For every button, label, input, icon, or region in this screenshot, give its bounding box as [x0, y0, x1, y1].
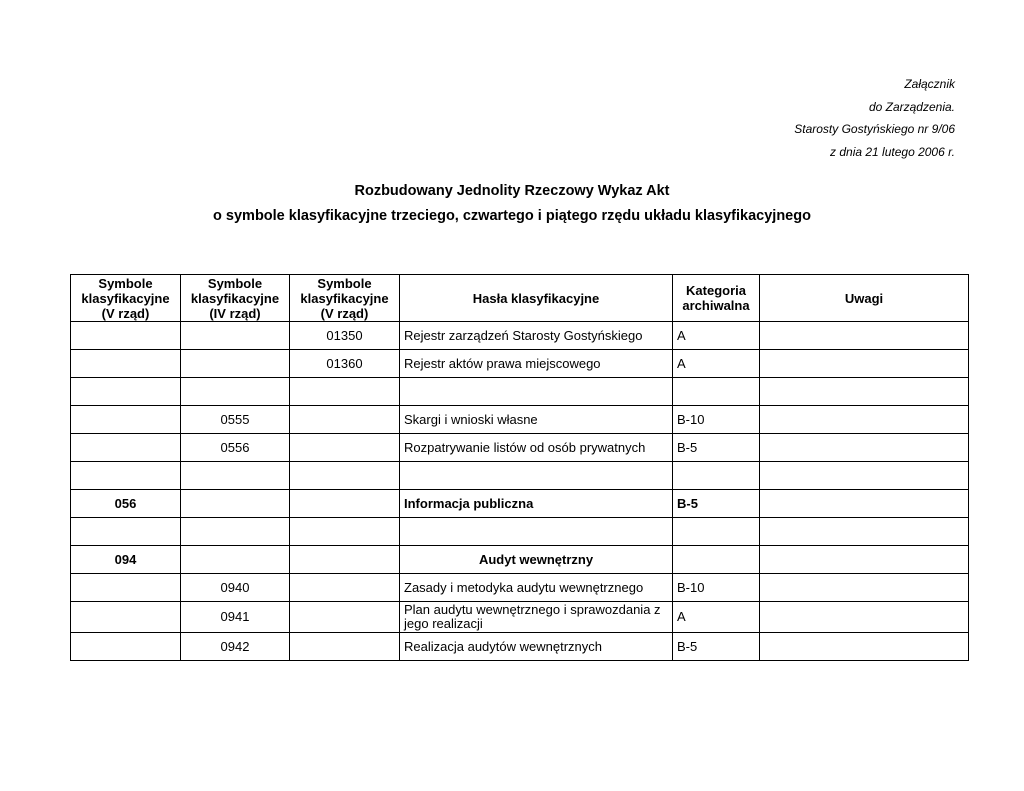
cell-symbol-iv: 0555	[181, 406, 290, 434]
cell-entry: Audyt wewnętrzny	[400, 546, 673, 574]
cell-category	[673, 378, 760, 406]
cell-symbol-iv	[181, 490, 290, 518]
cell-symbol-v-right	[290, 490, 400, 518]
cell-symbol-v-right	[290, 602, 400, 633]
cell-symbol-v-right	[290, 462, 400, 490]
cell-category	[673, 546, 760, 574]
cell-remarks	[760, 546, 969, 574]
document-title: Rozbudowany Jednolity Rzeczowy Wykaz Akt	[354, 183, 670, 199]
table-row	[71, 518, 969, 546]
cell-symbol-iv: 0940	[181, 574, 290, 602]
cell-symbol-v-left	[71, 378, 181, 406]
table-row	[71, 378, 969, 406]
table-row	[71, 490, 969, 518]
cell-category: A	[673, 350, 760, 378]
table-row	[71, 633, 969, 661]
header-symbols-iv	[181, 275, 290, 322]
header-remarks: Uwagi	[760, 275, 969, 322]
cell-entry: Skargi i wnioski własne	[400, 406, 673, 434]
cell-entry	[400, 378, 673, 406]
cell-symbol-v-right	[290, 633, 400, 661]
cell-symbol-v-right: 01350	[290, 322, 400, 350]
cell-symbol-iv: 0941	[181, 602, 290, 633]
cell-remarks	[760, 490, 969, 518]
cell-category	[673, 462, 760, 490]
header-col2-line3: (IV rząd)	[209, 305, 261, 321]
cell-symbol-iv	[181, 546, 290, 574]
table-row	[71, 350, 969, 378]
cell-remarks	[760, 434, 969, 462]
header-col3-line1: Symbole	[317, 275, 372, 291]
header-symbols-v-left	[71, 275, 181, 322]
cell-category: B-10	[673, 574, 760, 602]
cell-symbol-v-left	[71, 518, 181, 546]
cell-symbol-v-right	[290, 378, 400, 406]
cell-remarks	[760, 406, 969, 434]
cell-symbol-iv	[181, 350, 290, 378]
header-col5-line2: archiwalna	[682, 298, 750, 313]
annex-line-3: Starosty Gostyńskiego nr 9/06	[794, 122, 955, 136]
cell-symbol-v-left	[71, 602, 181, 633]
annex-line-2: do Zarządzenia.	[868, 99, 955, 114]
cell-symbol-v-left	[71, 574, 181, 602]
cell-entry: Informacja publiczna	[400, 490, 673, 518]
cell-symbol-v-left	[71, 406, 181, 434]
cell-category: B-10	[673, 406, 760, 434]
header-col1-line2: klasyfikacyjne	[81, 290, 170, 306]
cell-remarks	[760, 462, 969, 490]
cell-symbol-iv	[181, 518, 290, 546]
cell-remarks	[760, 633, 969, 661]
table-row	[71, 434, 969, 462]
cell-symbol-v-left: 094	[71, 546, 181, 574]
cell-remarks	[760, 322, 969, 350]
cell-entry: Rejestr zarządzeń Starosty Gostyńskiego	[400, 322, 673, 350]
header-col5-line1: Kategoria	[686, 283, 746, 298]
cell-symbol-iv	[181, 462, 290, 490]
cell-symbol-v-left	[71, 434, 181, 462]
cell-category: A	[673, 322, 760, 350]
cell-category	[673, 518, 760, 546]
cell-entry: Realizacja audytów wewnętrznych	[400, 633, 673, 661]
cell-symbol-v-right	[290, 574, 400, 602]
header-col1-line1: Symbole	[98, 275, 153, 291]
cell-symbol-v-right	[290, 546, 400, 574]
table-header-row	[71, 275, 969, 322]
table-row	[71, 462, 969, 490]
document-subtitle: o symbole klasyfikacyjne trzeciego, czwartego i piątego rzędu układu klasyfikacyjnego	[213, 208, 811, 224]
header-symbols-v-right	[290, 275, 400, 322]
cell-entry	[400, 518, 673, 546]
cell-entry: Zasady i metodyka audytu wewnętrznego	[400, 574, 673, 602]
classification-table	[70, 274, 969, 661]
cell-symbol-iv	[181, 322, 290, 350]
cell-symbol-v-left	[71, 633, 181, 661]
cell-entry: Plan audytu wewnętrznego i sprawozdania z jego realizacji	[400, 602, 673, 633]
table-row	[71, 322, 969, 350]
cell-category: B-5	[673, 633, 760, 661]
cell-symbol-v-left	[71, 322, 181, 350]
cell-category: A	[673, 602, 760, 633]
cell-symbol-iv	[181, 378, 290, 406]
header-col2-line1: Symbole	[207, 275, 263, 291]
cell-remarks	[760, 378, 969, 406]
cell-remarks	[760, 350, 969, 378]
cell-symbol-v-right: 01360	[290, 350, 400, 378]
cell-remarks	[760, 602, 969, 633]
cell-symbol-iv: 0556	[181, 434, 290, 462]
header-col3-line2: klasyfikacyjne	[300, 290, 389, 306]
annex-line-1: Załącznik	[904, 77, 955, 91]
header-archival-category	[673, 275, 760, 322]
cell-entry: Rozpatrywanie listów od osób prywatnych	[400, 434, 673, 462]
cell-symbol-v-left: 056	[71, 490, 181, 518]
table-row	[71, 602, 969, 633]
cell-symbol-iv: 0942	[181, 633, 290, 661]
cell-entry	[400, 462, 673, 490]
header-col1-line3: (V rząd)	[101, 305, 150, 321]
cell-symbol-v-left	[71, 350, 181, 378]
cell-symbol-v-right	[290, 406, 400, 434]
header-col2-line2: klasyfikacyjne	[190, 290, 280, 306]
cell-category: B-5	[673, 434, 760, 462]
table-row	[71, 546, 969, 574]
cell-symbol-v-right	[290, 434, 400, 462]
cell-remarks	[760, 518, 969, 546]
annex-line-4: z dnia 21 lutego 2006 r.	[830, 144, 955, 159]
header-col3-line3: (V rząd)	[320, 305, 369, 321]
table-row	[71, 574, 969, 602]
cell-category: B-5	[673, 490, 760, 518]
table-row	[71, 406, 969, 434]
header-entries: Hasła klasyfikacyjne	[400, 275, 673, 322]
cell-symbol-v-left	[71, 462, 181, 490]
cell-remarks	[760, 574, 969, 602]
cell-entry: Rejestr aktów prawa miejscowego	[400, 350, 673, 378]
annex-header	[794, 73, 955, 163]
cell-symbol-v-right	[290, 518, 400, 546]
